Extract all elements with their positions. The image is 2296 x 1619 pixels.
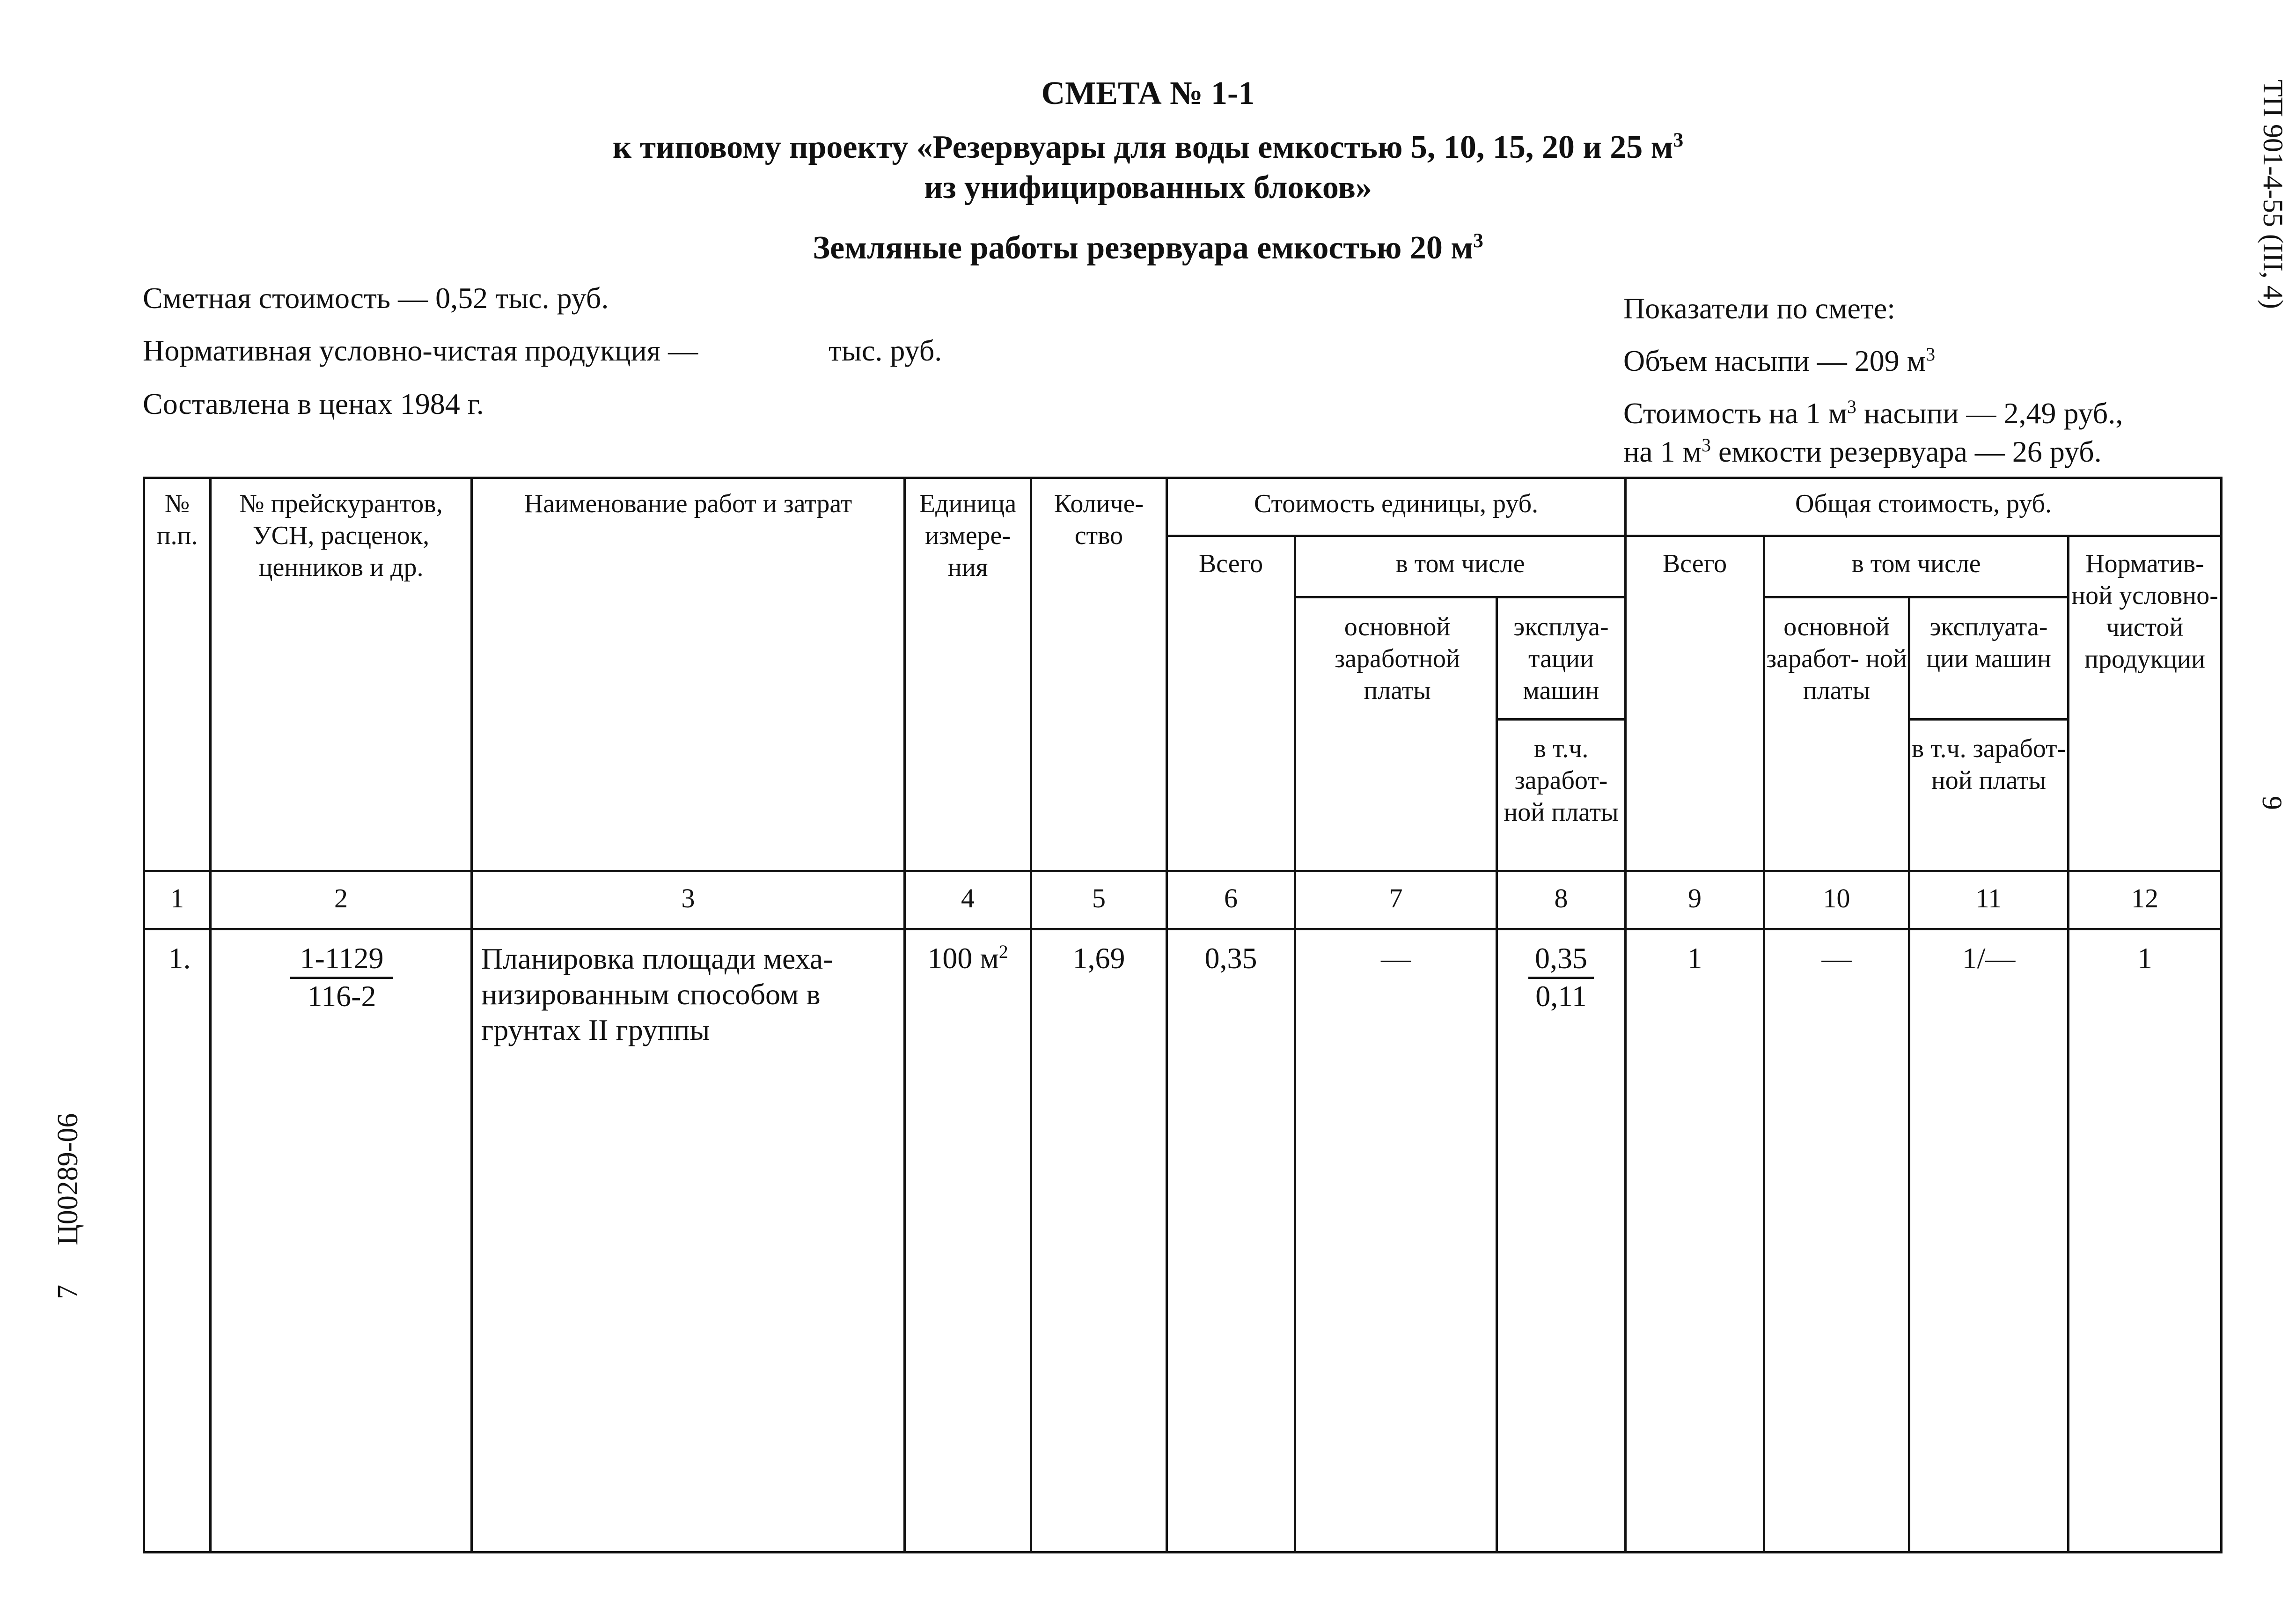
row-total-machine: 1/— [1962,942,2016,975]
col-line-1 [209,477,212,1553]
column-number: 12 [2131,883,2158,913]
section-title: Земляные работы резервуара емкостью 20 $м^3$ [813,229,1483,266]
col-line-2 [470,477,473,1553]
col-line-4 [1030,477,1032,1553]
estimated-cost: Сметная стоимость — 0,52 тыс. руб. [143,281,609,315]
table-top-border [143,477,2223,479]
header-line-machine-total [1908,718,2067,721]
page-number: 9 [2257,796,2288,810]
unit-machine-top: 0,35 [1528,941,1594,979]
archive-number: 7 [52,1285,84,1299]
header-line-machine-unit [1496,718,1624,721]
table-bottom-border [143,1551,2223,1553]
cost-per-m3-capacity: на 1 $м^3$ емкости резервуара — 26 руб. [1623,435,2102,468]
header-unit-base-wage: основной заработной платы [1335,612,1460,705]
header-col-qty: Количе- ство [1054,489,1144,550]
row-total-wage: — [1821,942,1852,975]
header-line-incl-unit [1294,596,1624,598]
header-col-price-ref: № прейскурантов, УСН, расценок, ценников и др. [239,489,443,582]
row-total: 1 [1687,942,1702,975]
row-unit-wage: — [1381,942,1411,975]
header-unit-incl: в том числе [1395,549,1525,578]
row-normative: 1 [2137,942,2152,975]
header-normative-production: Норматив- ной условно- чистой продукции [2071,549,2218,674]
header-unit-total: Всего [1198,549,1263,578]
column-number: 3 [681,883,695,913]
row-number: 1. [168,942,191,975]
row-unit: 100 $м^2$ [927,942,1008,975]
unit-machine-bottom: 0,11 [1535,979,1587,1013]
col-line-right [2220,477,2223,1553]
row-price-ref [290,941,393,1014]
cost-per-m3-fill: Стоимость на 1 $м^3$ насыпи — 2,49 руб., [1623,397,2123,430]
column-number: 11 [1975,883,2002,913]
col-line-3 [903,477,906,1553]
col-line-5 [1166,477,1168,1553]
row-work-name: Планировка площади меха- низированным способом в грунтах II группы [481,942,833,1046]
column-numbers-line [143,928,2223,930]
row-unit-total: 0,35 [1204,942,1257,975]
header-unit-machine-wage: в т.ч. заработ- ной платы [1504,734,1619,827]
header-line-cost-groups [1166,535,2223,537]
estimate-subtitle [0,127,2296,208]
normative-production: Нормативная условно-чистая продукция — [143,334,698,367]
header-total-incl: в том числе [1851,549,1981,578]
subtitle-line2: из унифицированных блоков» [924,169,1372,206]
row-unit-machine [1528,941,1594,1014]
col-line-left [143,477,145,1553]
column-number: 10 [1823,883,1850,913]
header-col-num: № п.п. [156,489,198,550]
column-number: 4 [961,883,975,913]
header-unit-machine: эксплуа- тации машин [1513,612,1609,705]
col-line-8 [1624,477,1627,1553]
header-col-unit: Единица измере- ния [919,489,1017,582]
column-number: 5 [1092,883,1106,913]
column-number: 7 [1389,883,1403,913]
indicators-heading: Показатели по смете: [1623,292,1896,325]
column-number: 8 [1554,883,1568,913]
header-total-total: Всего [1662,549,1727,578]
fill-volume: Объем насыпи — 209 $м^3$ [1623,344,1936,377]
column-number: 9 [1688,883,1702,913]
header-total-machine-wage: в т.ч. заработ- ной платы [1911,734,2066,795]
header-bottom-line [143,870,2223,872]
estimate-title: СМЕТА № 1-1 [1041,75,1255,111]
col-line-6 [1294,535,1296,1553]
header-unit-cost: Стоимость единицы, руб. [1254,489,1539,518]
column-number: 1 [170,883,184,913]
column-number: 2 [334,883,348,913]
header-line-incl-total [1763,596,2067,598]
price-ref-bottom: 116-2 [307,979,376,1013]
normative-production-unit: тыс. руб. [829,334,942,367]
project-code-label: ТП 901-4-55 (III, 4) [2258,80,2289,309]
price-ref-top: 1-1129 [290,941,393,979]
header-total-cost: Общая стоимость, руб. [1795,489,2052,518]
header-total-base-wage: основной заработ- ной платы [1766,612,1907,705]
col-line-11 [2067,535,2069,1553]
column-number: 6 [1224,883,1238,913]
archive-code-label: Ц00289-06 [52,1113,84,1245]
row-quantity: 1,69 [1072,942,1125,975]
prices-year: Составлена в ценах 1984 г. [143,387,484,420]
header-total-machine: эксплуата- ции машин [1926,612,2051,673]
header-col-work-name: Наименование работ и затрат [524,489,852,518]
subtitle-line1: к типовому проекту «Резервуары для воды емкостью 5, 10, 15, 20 и 25 $м^3$ [612,129,1684,165]
